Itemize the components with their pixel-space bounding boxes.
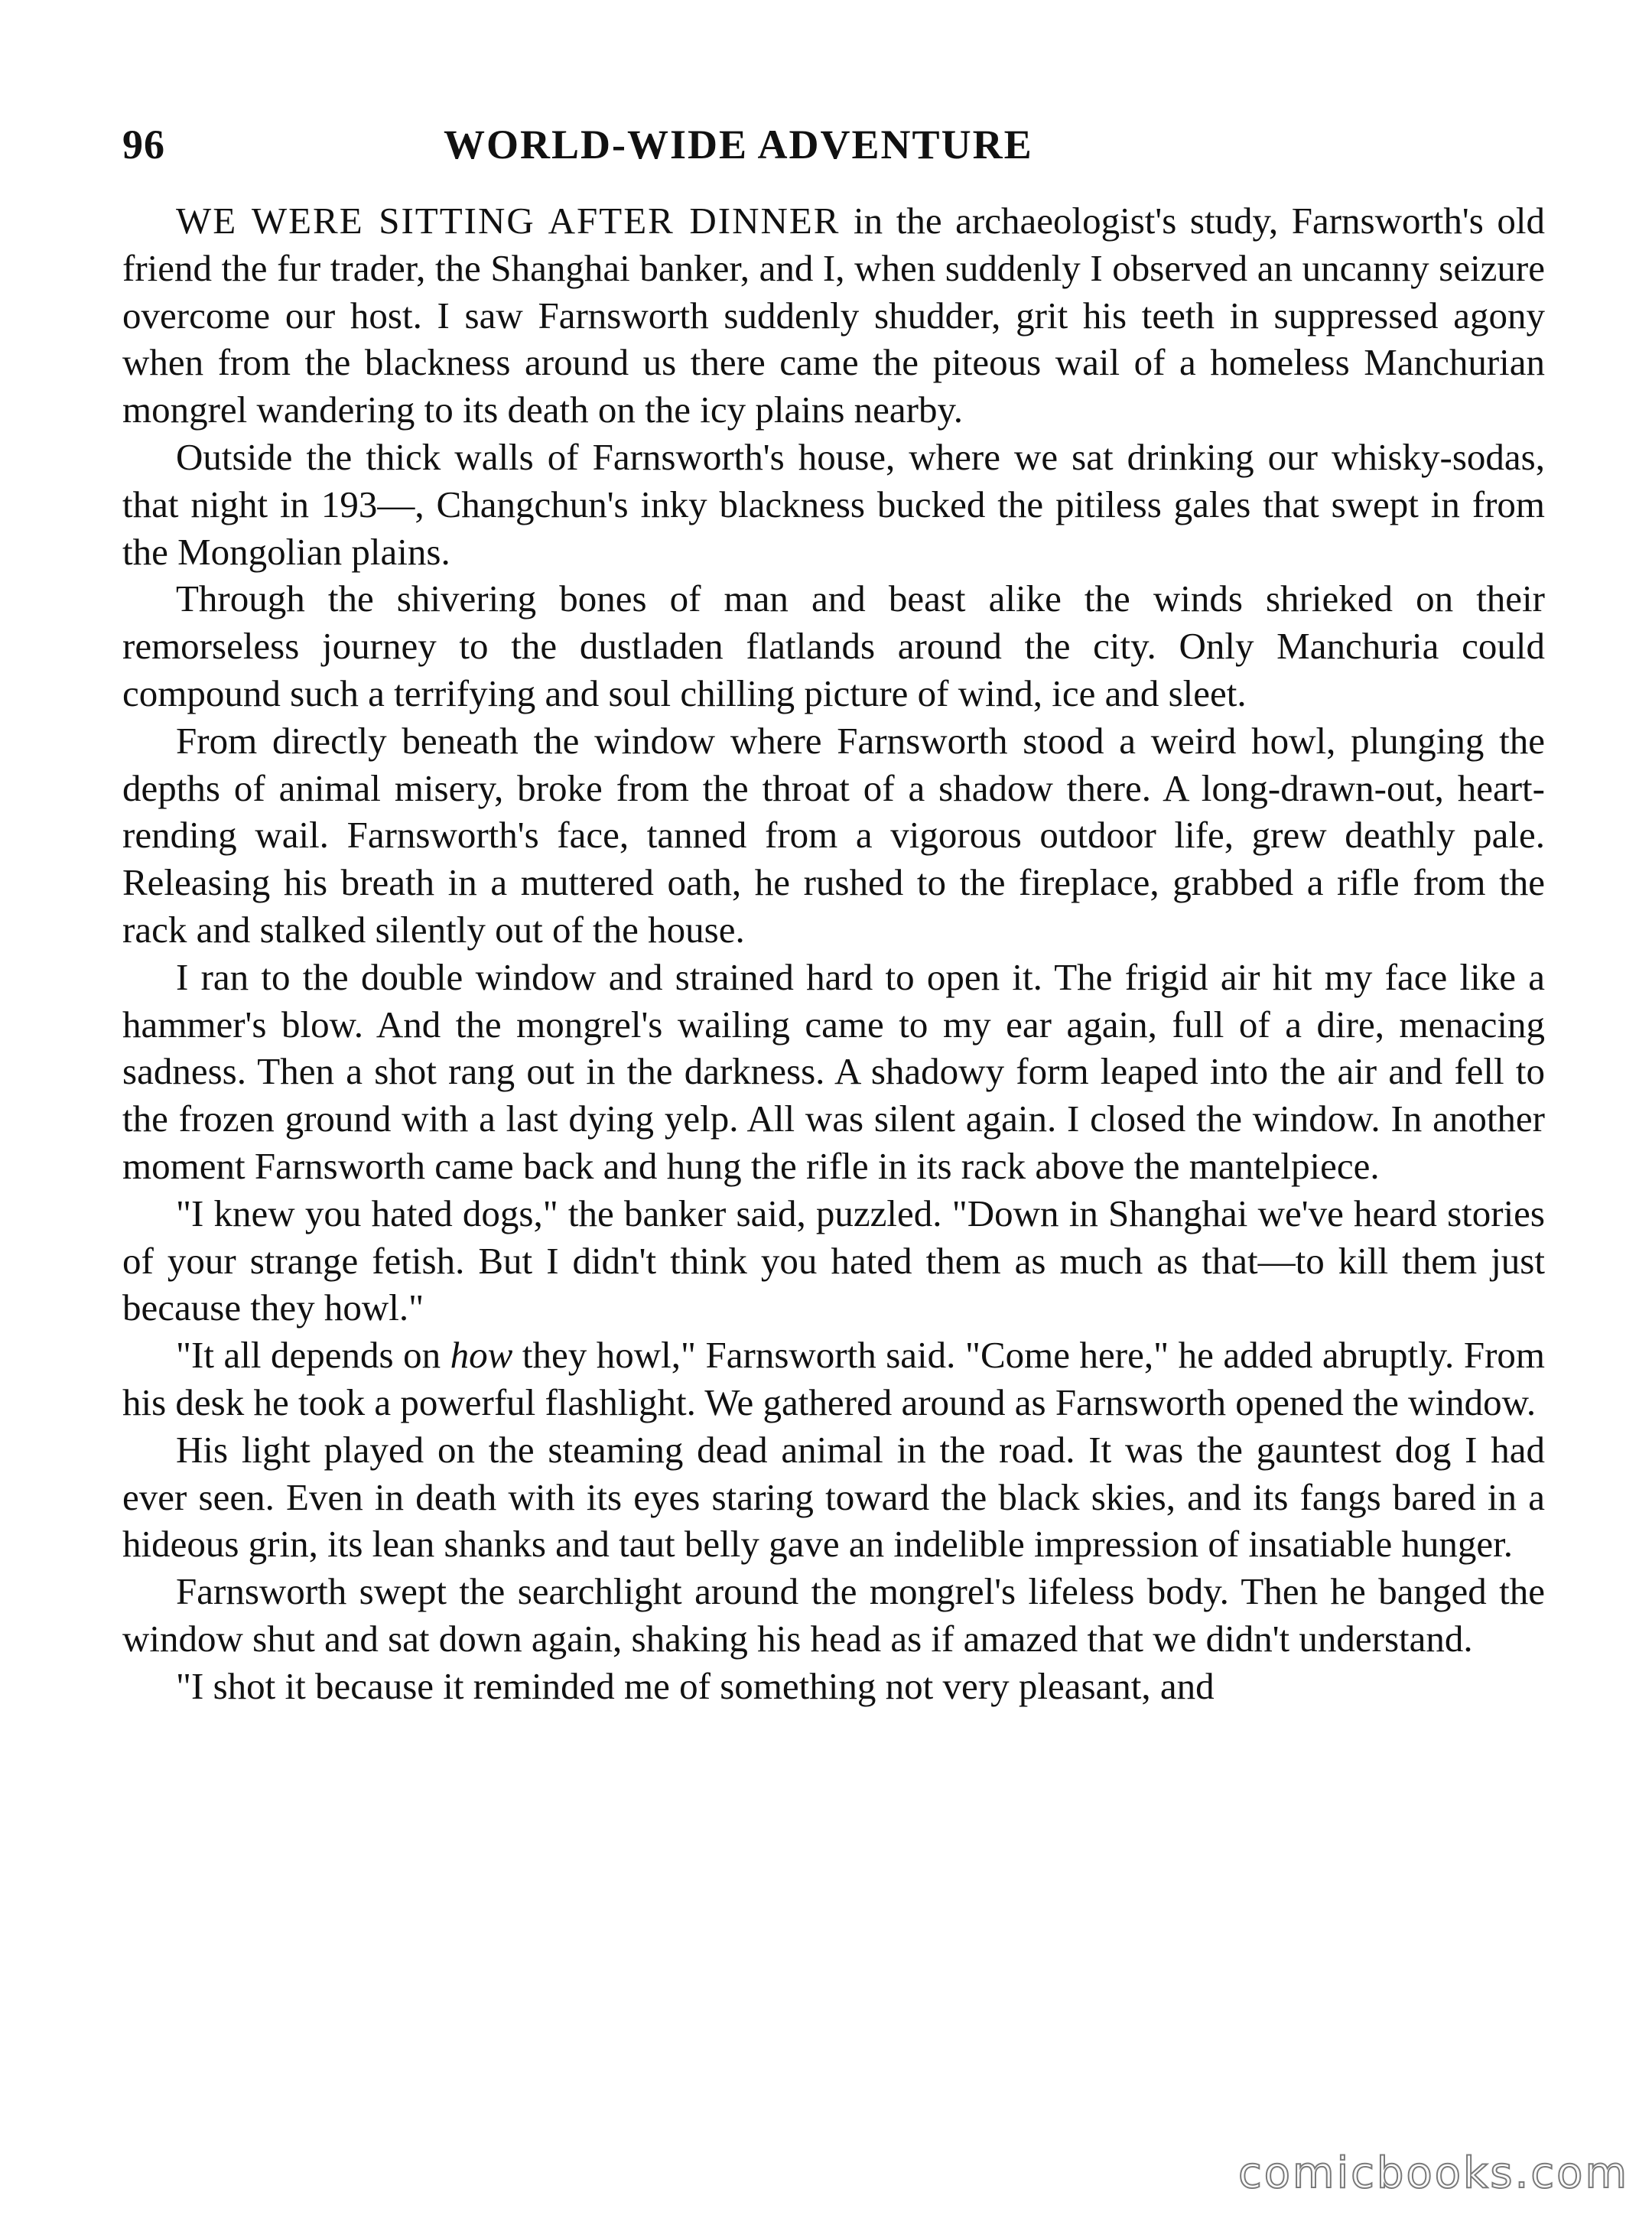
paragraph-7 <box>122 1332 1545 1426</box>
paragraph-6: "I knew you hated dogs," the banker said, puzzled. "Down in Shanghai we've heard stories of your strange fetish. But I didn't think you hated them as much as that—to kill them just because they howl." <box>122 1192 1545 1329</box>
emphasized-word: how <box>450 1334 513 1377</box>
paragraph-2: Outside the thick walls of Farnsworth's house, where we sat drinking our whisky-sodas, that night in 193—, Changchun's inky blackness bucked the pitiless gales that swept in from the Mongolian plains. <box>122 435 1545 573</box>
paragraph-3: Through the shivering bones of man and beast alike the winds shrieked on their remorseless journey to the dustladen flatlands around the city. Only Manchuria could compound such a terrifying and soul chilling picture of wind, ice and sleet. <box>122 577 1545 714</box>
paragraph-9: Farnsworth swept the searchlight around the mongrel's lifeless body. Then he banged the window shut and sat down again, shaking his head as if amazed that we didn't understand. <box>122 1570 1545 1660</box>
paragraph-5: I ran to the double window and strained hard to open it. The frigid air hit my face like a hammer's blow. And the mongrel's wailing came to my ear again, full of a dire, menacing sadness. Then a shot rang out in the darkness. A shadowy form leaped into the air and fell to the frozen ground with a last dying yelp. All was silent again. I closed the window. In another moment Farnsworth came back and hung the rifle in its rack above the mantelpiece. <box>122 955 1545 1187</box>
paragraph-7-after: they howl," Farnsworth said. "Come here," he added abruptly. From his desk he took a powerful flashlight. We gathered around as Farnsworth opened the window. <box>122 1334 1546 1423</box>
paragraph-10: "I shot it because it reminded me of something not very pleasant, and <box>176 1664 1215 1707</box>
paragraph-1 <box>122 197 1545 434</box>
paragraph-8: His light played on the steaming dead animal in the road. It was the gauntest dog I had ever seen. Even in death with its eyes staring toward the black skies, and its fangs bared in a hideous grin, its lean shanks and taut belly gave an indelible impression of insatiable hunger. <box>122 1428 1545 1566</box>
body-text <box>122 197 1545 1710</box>
running-head: WORLD-WIDE ADVENTURE <box>444 122 1033 167</box>
opening-caps: WE WERE SITTING AFTER DINNER <box>176 200 841 242</box>
page-header <box>122 115 1545 176</box>
paragraph-1-text: in the archaeologist's study, Farnsworth's old friend the fur trader, the Shanghai banker, and I, when suddenly I observed an uncanny seizure overcome our host. I saw Farnsworth suddenly shudder, grit his teeth in suppressed agony when from the blackness around us there came the piteous wail of a homeless Manchurian mongrel wandering to its death on the icy plains nearby. <box>122 200 1545 431</box>
paragraph-7-before: "It all depends on <box>176 1334 450 1377</box>
watermark: comicbooks.com <box>1237 2148 1629 2198</box>
paragraph-4: From directly beneath the window where Farnsworth stood a weird howl, plunging the depths of animal misery, broke from the throat of a shadow there. A long-drawn-out, heart-rending wail. Farnsworth's face, tanned from a vigorous outdoor life, grew deathly pale. Releasing his breath in a muttered oath, he rushed to the fireplace, grabbed a rifle from the rack and stalked silently out of the house. <box>122 719 1545 951</box>
page-number: 96 <box>122 122 165 167</box>
